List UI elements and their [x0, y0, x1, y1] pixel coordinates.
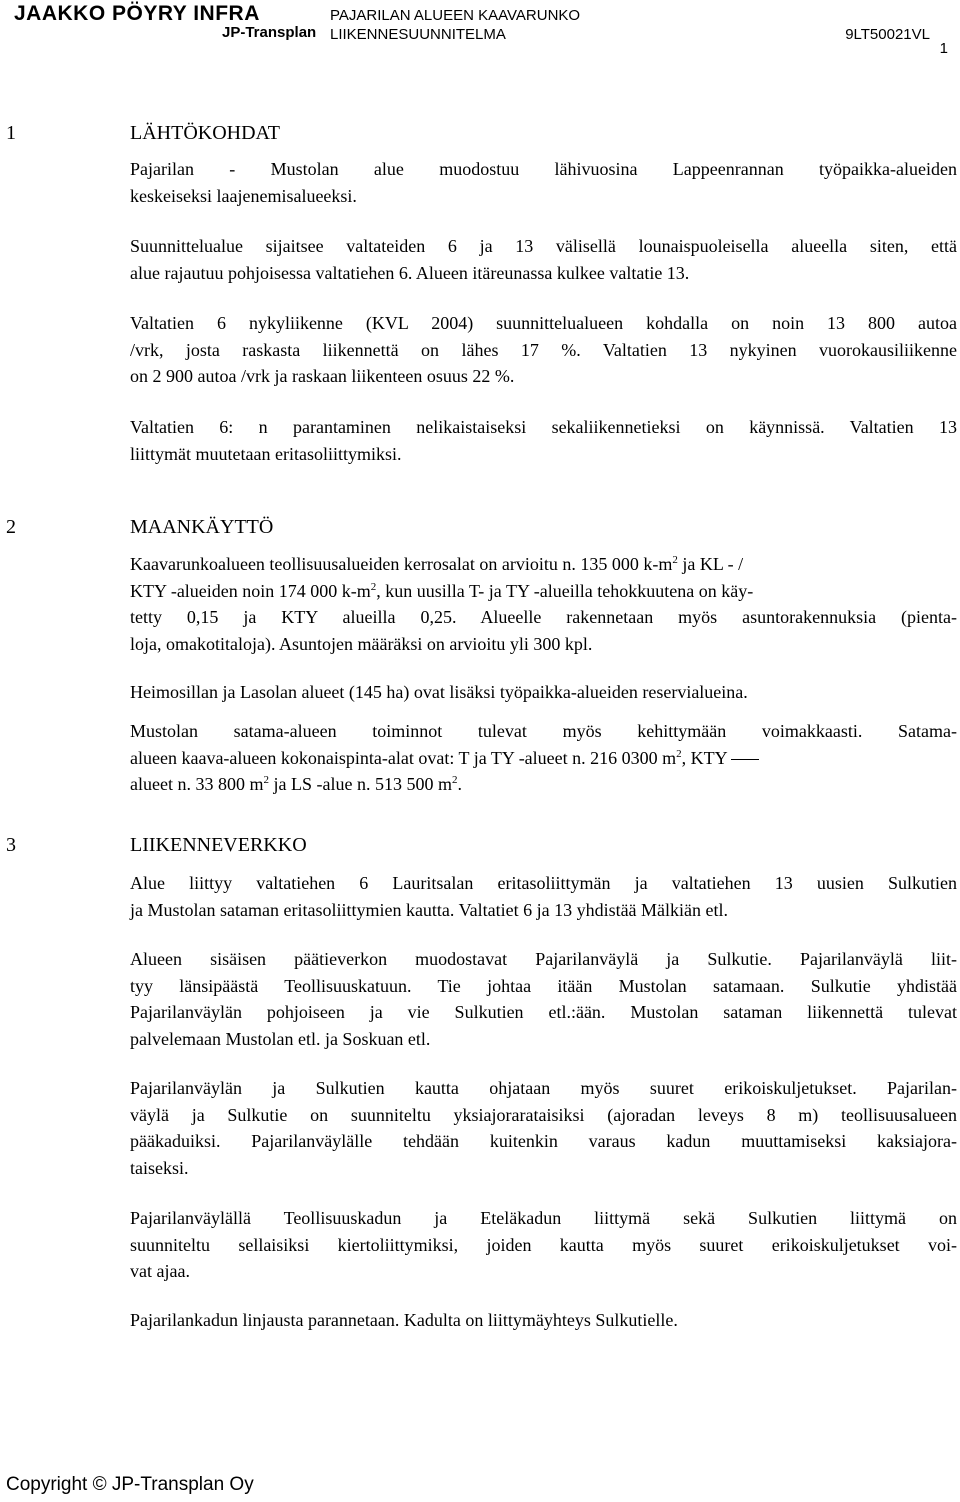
text-line — [130, 745, 957, 772]
superscript: 2 — [672, 554, 678, 566]
text-line: ja Mustolan sataman eritasoliittymien kautta. Valtatiet 6 ja 13 yhdistää Mälkiän etl. — [130, 899, 729, 920]
text-run: , KTY — [681, 747, 732, 768]
paragraph — [130, 233, 957, 286]
paragraph — [130, 679, 957, 706]
text-run: Kaavarunkoalueen teollisuusalueiden kerrosalat on arvioitu n. 135 000 k-m — [130, 554, 673, 574]
superscript: 2 — [370, 580, 377, 593]
text-line: taiseksi. — [130, 1157, 189, 1178]
paragraph — [130, 551, 957, 657]
text-line: Pajarilanväylällä Teollisuuskadun ja Eteläkadun liittymä sekä Sulkutien liittymä on — [130, 1208, 957, 1228]
text-line: Pajarilanväylän pohjoiseen ja vie Sulkutien etl.:ään. Mustolan sataman liikennettä tulevat — [130, 1002, 957, 1022]
section-title: MAANKÄYTTÖ — [130, 516, 274, 538]
paragraph — [130, 156, 957, 209]
page-header — [0, 0, 960, 60]
text-line — [130, 578, 957, 605]
text-line: /vrk, josta raskasta liikennettä on lähes 17 %. Valtatien 13 nykyinen vuorokausiliikenne — [130, 339, 957, 360]
company-logo-text: JAAKKO PÖYRY INFRA — [14, 2, 260, 25]
paragraph — [130, 718, 957, 798]
text-line — [130, 771, 957, 798]
text-line: tyy länsipäästä Teollisuuskatuun. Tie johtaa itään Mustolan satamaan. Sulkutie yhdistää — [130, 975, 957, 996]
text-line: pääkaduiksi. Pajarilanväylälle tehdään kuitenkin varaus kadun muuttamiseksi kaksiajora- — [130, 1131, 957, 1151]
text-line: alue rajautuu pohjoisessa valtatiehen 6. Alueen itäreunassa kulkee valtatie 13. — [130, 262, 690, 283]
document-id: 9LT50021VL — [845, 26, 930, 43]
text-line: Valtatien 6: n parantaminen nelikaistaiseksi sekaliikennetieksi on käynnissä. Valtatien 13 — [130, 417, 957, 437]
text-line: palvelemaan Mustolan etl. ja Soskuan etl. — [130, 1028, 431, 1049]
document-title-line2: LIIKENNESUUNNITELMA — [330, 26, 506, 43]
text-run: alueet n. 33 800 m — [130, 774, 264, 794]
text-line: Alueen sisäisen päätieverkon muodostavat Pajarilanväylä ja Sulkutie. Pajarilanväylä liit- — [130, 949, 957, 969]
paragraph — [130, 414, 957, 467]
paragraph — [130, 1205, 957, 1285]
text-line: loja, omakotitaloja). Asuntojen määräksi on arvioitu yli 300 kpl. — [130, 633, 593, 654]
text-line: Mustolan satama-alueen toiminnot tulevat myös kehittymään voimakkaasti. Satama- — [130, 721, 957, 741]
text-line: Pajarilan - Mustolan alue muodostuu lähivuosina Lappeenrannan työpaikka-alueiden — [130, 159, 957, 179]
dash-line — [731, 759, 759, 760]
text-line: Heimosillan ja Lasolan alueet (145 ha) ovat lisäksi työpaikka-alueiden reservialueina. — [130, 682, 748, 702]
text-line: Alue liittyy valtatiehen 6 Lauritsalan eritasoliittymän ja valtatiehen 13 uusien Sulkutien — [130, 873, 957, 893]
superscript: 2 — [263, 774, 269, 786]
text-line: tetty 0,15 ja KTY alueilla 0,25. Alueelle rakennetaan myös asuntorakennuksia (pienta- — [130, 607, 957, 627]
section-number: 2 — [6, 516, 16, 538]
text-run: , kun uusilla T- ja TY -alueilla tehokkuutena on käy- — [376, 580, 754, 601]
paragraph — [130, 310, 957, 390]
paragraph — [130, 1307, 957, 1334]
paragraph — [130, 946, 957, 1052]
text-line: väylä ja Sulkutie on suunniteltu yksiajorarataisiksi (ajoradan leveys 8 m) teollisuusalueen — [130, 1104, 957, 1125]
page-number: 1 — [939, 40, 948, 57]
text-line: Suunnittelualue sijaitsee valtateiden 6 ja 13 välisellä lounaispuoleisella alueella siten, että — [130, 236, 957, 256]
text-line: liittymät muutetaan eritasoliittymiksi. — [130, 443, 402, 464]
text-line: Valtatien 6 nykyliikenne (KVL 2004) suunnittelualueen kohdalla on noin 13 800 autoa — [130, 313, 957, 333]
text-line: on 2 900 autoa /vrk ja raskaan liikenteen osuus 22 %. — [130, 366, 515, 386]
document-title-line1: PAJARILAN ALUEEN KAAVARUNKO — [330, 7, 581, 24]
text-run: KTY -alueiden noin 174 000 k-m — [130, 580, 371, 601]
paragraph — [130, 870, 957, 923]
text-line: Pajarilanväylän ja Sulkutien kautta ohjataan myös suuret erikoiskuljetukset. Pajarilan- — [130, 1078, 957, 1098]
copyright-footer: Copyright © JP-Transplan Oy — [6, 1474, 254, 1495]
company-sub-logo-text: JP-Transplan — [222, 24, 317, 41]
superscript: 2 — [676, 747, 682, 760]
text-line: Pajarilankadun linjausta parannetaan. Kadulta on liittymäyhteys Sulkutielle. — [130, 1310, 678, 1330]
text-run: ja KL - / — [677, 554, 744, 574]
text-run: . — [457, 774, 462, 794]
section-title: LIIKENNEVERKKO — [130, 834, 307, 856]
text-line — [130, 551, 957, 578]
text-line: suunniteltu sellaisiksi kiertoliittymiksi, joiden kautta myös suuret erikoiskuljetukset voi- — [130, 1234, 957, 1255]
paragraph — [130, 1075, 957, 1181]
text-run: alueen kaava-alueen kokonaispinta-alat ovat: T ja TY -alueet n. 216 0300 m — [130, 747, 677, 768]
superscript: 2 — [451, 774, 458, 786]
text-line: keskeiseksi laajenemisalueeksi. — [130, 185, 357, 206]
section-number: 3 — [6, 834, 16, 856]
section-title: LÄHTÖKOHDAT — [130, 122, 280, 144]
text-run: ja LS -alue n. 513 500 m — [268, 774, 452, 794]
text-line: vat ajaa. — [130, 1261, 190, 1281]
section-number: 1 — [6, 122, 16, 144]
